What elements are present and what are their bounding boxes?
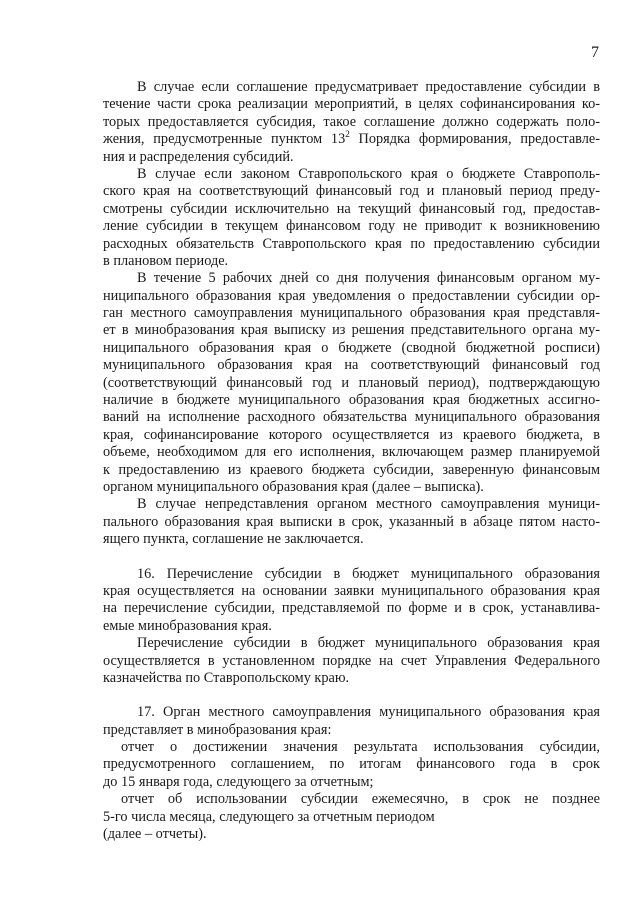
text-line: представляет в минобразования края: [103,721,332,738]
text-line: ган местного самоуправления муниципального образования края представля- [103,305,600,322]
paragraph-usage-report [103,791,600,843]
text-line: края осуществляется на основании заявки муниципального образования края [103,582,600,599]
text-line: в плановом периоде. [103,252,229,269]
text-line: В случае если законом Ставропольского края о бюджете Ставрополь- [137,165,600,182]
text-line: торых предоставляется субсидия, такое соглашение должно содержать поло- [103,113,600,130]
text-line: осуществляется в установленном порядке на счет Управления Федерального [103,652,600,669]
text-line: муниципального образования края на соответствующий финансовый год [103,357,600,374]
paragraph-budget-extract [103,270,600,496]
text-line: (соответствующий финансовый год и плановый период), подтверждающую [103,374,600,391]
text-line: ниципального образования края уведомления о предоставлении субсидии ор- [103,287,600,304]
text-line: смотрены субсидии исключительно на текущий финансовый год, предостав- [103,200,600,217]
paragraph-gap [103,687,600,704]
text-line: на перечисление субсидии, представляемой по форме и в срок, устанавлива- [103,600,600,617]
text-line [103,131,600,148]
text-line: ского края на соответствующий финансовый год и плановый период преду- [103,183,600,200]
text-line: предусмотренного соглашением, по итогам финансового года в срок [103,756,600,773]
text-line: органом муниципального образования края (далее – выписка). [103,478,484,495]
text-line: 17. Орган местного самоуправления муниципального образования края [137,704,600,721]
document-body [103,79,600,843]
text-fragment: жения, предусмотренные пунктом 13 [103,131,346,148]
text-line: к предоставлению из краевого бюджета субсидии, заверенную финансовым [103,461,600,478]
text-line: ет в минобразования края выписку из решения представительного органа му- [103,322,600,339]
text-line: отчет о достижении значения результата использования субсидии, [121,739,600,756]
text-line: отчет об использовании субсидии ежемесячно, в срок не позднее [121,791,600,808]
text-line: ваний на исполнение расходного обязательства муниципального образования [103,409,600,426]
paragraph-item-16 [103,566,600,636]
text-fragment: Порядка формирования, предоставле- [349,131,600,148]
page-number: 7 [591,44,599,61]
text-line: ния и распределения субсидий. [103,148,294,165]
paragraph-non-submission [103,496,600,548]
paragraph-gap [103,549,600,566]
superscript: 2 [345,129,350,140]
text-line: наличие в бюджете муниципального образования края бюджетных ассигно- [103,392,600,409]
text-line: течение части срока реализации мероприятий, в целях софинансирования ко- [103,96,600,113]
paragraph-result-report [103,739,600,791]
text-line: 16. Перечисление субсидии в бюджет муниципального образования [137,565,600,582]
text-line: емые минобразования края. [103,617,272,634]
text-line: ящего пункта, соглашение не заключается. [103,531,364,548]
text-line: объеме, необходимом для его исполнения, включающем размер планируемой [103,444,600,461]
text-line: расходных обязательств Ставропольского края по предоставлению субсидии [103,235,600,252]
text-line: (далее – отчеты). [103,826,207,843]
paragraph-current-year-subsidy [103,166,600,270]
text-line: В течение 5 рабочих дней со дня получения финансовым органом му- [137,270,600,287]
text-line: Перечисление субсидии в бюджет муниципального образования края [137,635,600,652]
text-line: пального образования края выписки в срок, указанный в абзаце пятом насто- [103,513,600,530]
paragraph-item-17 [103,704,600,739]
text-line: ниципального образования края о бюджете (сводной бюджетной росписи) [103,339,600,356]
paragraph-transfer-treasury [103,635,600,687]
text-line: В случае непредставления органом местного самоуправления муници- [137,496,600,513]
text-line: ление субсидии в текущем финансовом году не приводит к возникновению [103,218,600,235]
text-line: казначейства по Ставропольскому краю. [103,669,350,686]
text-line: края, софинансирование которого осуществляется из краевого бюджета, в [103,426,600,443]
text-line: 5-го числа месяца, следующего за отчетным периодом [103,808,435,825]
paragraph-subsidy-part-term [103,79,600,166]
text-line: В случае если соглашение предусматривает предоставление субсидии в [137,79,600,95]
text-line: до 15 января года, следующего за отчетным; [103,773,374,790]
